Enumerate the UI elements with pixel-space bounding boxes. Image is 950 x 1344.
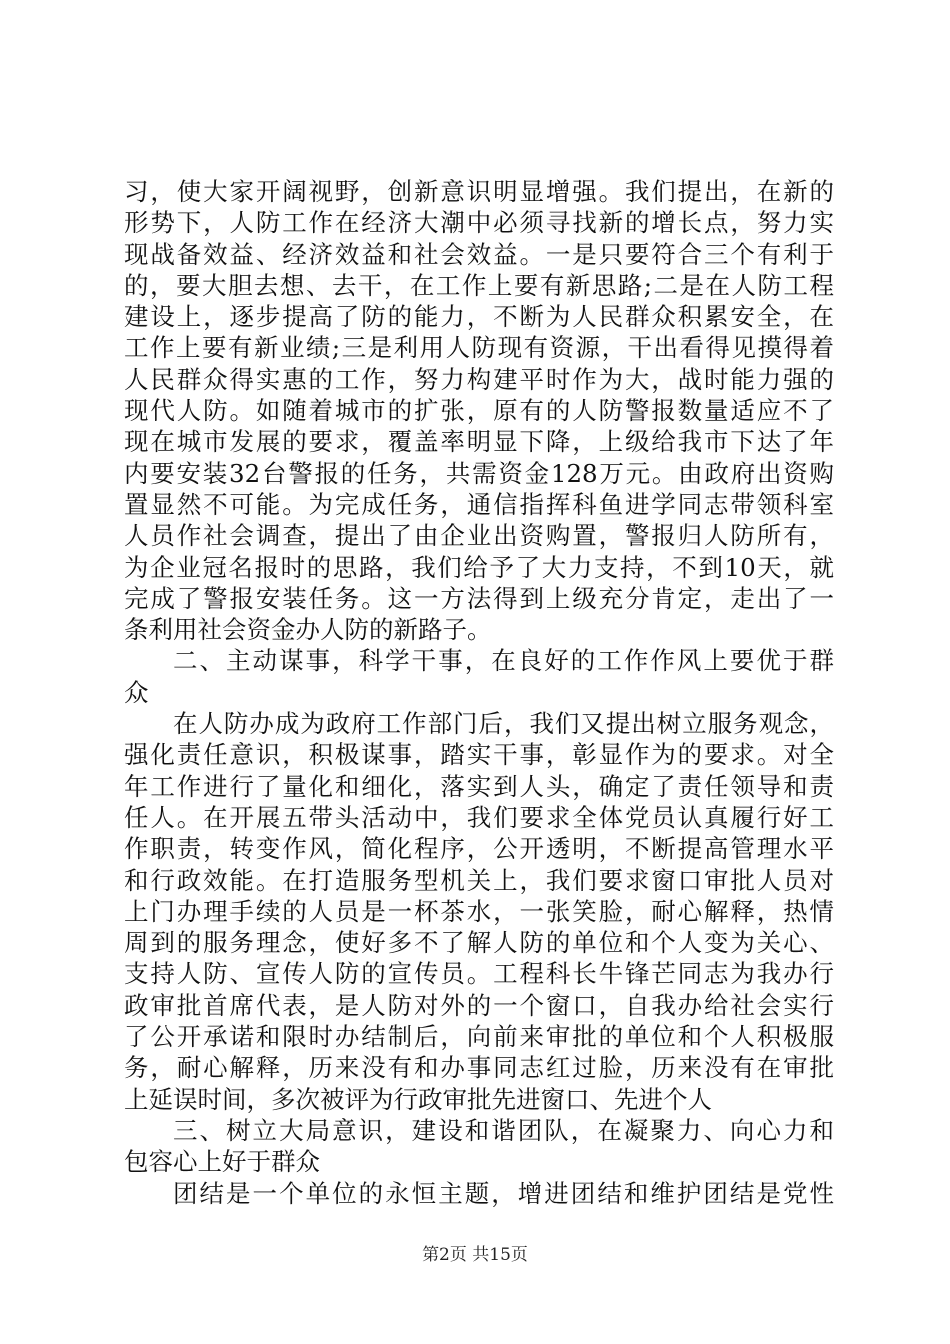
body-text-line: 二、主动谋事，科学干事，在良好的工作作风上要优于群	[173, 646, 834, 676]
body-text-line: 现代人防。如随着城市的扩张，原有的人防警报数量适应不了	[124, 396, 834, 426]
body-text-line: 工作上要有新业绩;三是利用人防现有资源，干出看得见摸得着	[124, 333, 834, 363]
body-text-line: 务，耐心解释，历来没有和办事同志红过脸，历来没有在审批	[124, 1053, 834, 1083]
body-text-line: 内要安装32台警报的任务，共需资金128万元。由政府出资购	[124, 458, 834, 488]
body-text-line: 团结是一个单位的永恒主题，增进团结和维护团结是党性	[173, 1178, 834, 1208]
document-body	[124, 176, 834, 1209]
body-text-line: 为企业冠名报时的思路，我们给予了大力支持，不到10天，就	[124, 552, 834, 582]
body-text-line: 包容心上好于群众	[124, 1147, 320, 1177]
body-text-line: 置显然不可能。为完成任务，通信指挥科鱼进学同志带领科室	[124, 489, 834, 519]
body-text-line: 和行政效能。在打造服务型机关上，我们要求窗口审批人员对	[124, 865, 834, 895]
body-text-line: 人民群众得实惠的工作，努力构建平时作为大，战时能力强的	[124, 364, 834, 394]
body-text-line: 条利用社会资金办人防的新路子。	[124, 615, 492, 645]
body-text-line: 在人防办成为政府工作部门后，我们又提出树立服务观念，	[173, 709, 834, 739]
body-text-line: 强化责任意识，积极谋事，踏实干事，彰显作为的要求。对全	[124, 740, 834, 770]
body-text-line: 支持人防、宣传人防的宣传员。工程科长牛锋芒同志为我办行	[124, 959, 834, 989]
body-text-line: 任人。在开展五带头活动中，我们要求全体党员认真履行好工	[124, 802, 834, 832]
page-number-footer: 第2页 共15页	[422, 1245, 528, 1265]
body-text-line: 上延误时间，多次被评为行政审批先进窗口、先进个人	[124, 1084, 712, 1114]
body-text-line: 三、树立大局意识，建设和谐团队，在凝聚力、向心力和	[173, 1115, 834, 1145]
body-text-line: 习，使大家开阔视野，创新意识明显增强。我们提出，在新的	[124, 177, 834, 206]
body-text-line: 形势下，人防工作在经济大潮中必须寻找新的增长点，努力实	[124, 208, 834, 238]
body-text-line: 建设上，逐步提高了防的能力，不断为人民群众积累安全，在	[124, 302, 834, 332]
body-text-line: 政审批首席代表，是人防对外的一个窗口，自我办给社会实行	[124, 990, 834, 1020]
body-text-line: 完成了警报安装任务。这一方法得到上级充分肯定，走出了一	[124, 583, 834, 613]
body-text-line: 年工作进行了量化和细化，落实到人头，确定了责任领导和责	[124, 771, 834, 801]
body-text-line: 现战备效益、经济效益和社会效益。一是只要符合三个有利于	[124, 239, 834, 269]
body-text-line: 作职责，转变作风，简化程序，公开透明，不断提高管理水平	[124, 834, 834, 864]
body-text-line: 现在城市发展的要求，覆盖率明显下降，上级给我市下达了年	[124, 427, 834, 457]
body-text-line: 的，要大胆去想、去干，在工作上要有新思路;二是在人防工程	[124, 270, 834, 300]
body-text-line: 人员作社会调查，提出了由企业出资购置，警报归人防所有，	[124, 521, 834, 551]
body-text-line: 周到的服务理念，使好多不了解人防的单位和个人变为关心、	[124, 928, 834, 958]
body-text-line: 众	[124, 677, 149, 707]
body-text-line: 上门办理手续的人员是一杯茶水，一张笑脸，耐心解释，热情	[124, 896, 834, 926]
body-text-line: 了公开承诺和限时办结制后，向前来审批的单位和个人积极服	[124, 1022, 834, 1052]
